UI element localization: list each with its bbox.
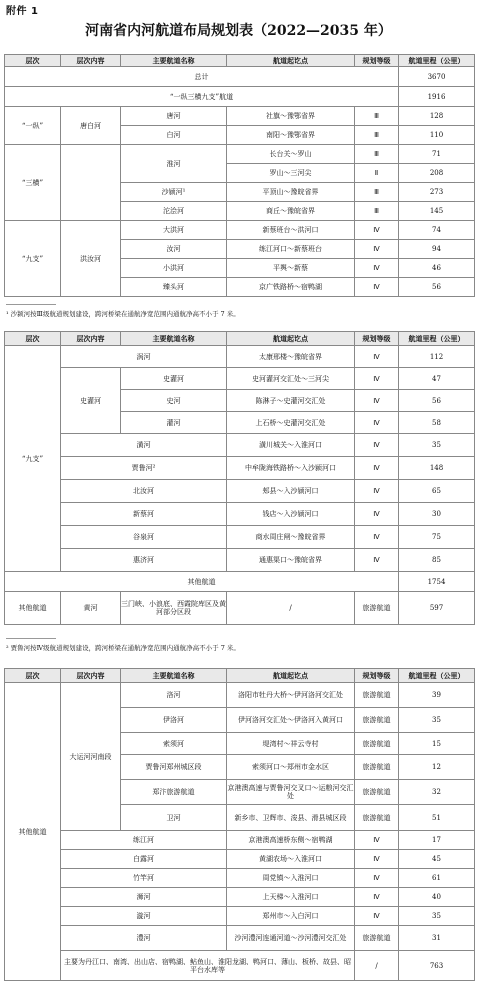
waterway-name: 洛河 <box>121 683 227 708</box>
content-cell: 洪汝河 <box>61 221 121 297</box>
waterway-range: 沙河澧河连通河道～沙河澧河交汇处 <box>227 926 355 951</box>
waterway-range: 南阳～豫鄂省界 <box>227 126 355 145</box>
framework-label: “一纵三横九支”航道 <box>5 87 399 107</box>
waterway-km: 40 <box>399 888 475 907</box>
waterway-range: 陈淋子～史灌河交汇处 <box>227 390 355 412</box>
waterway-km: 56 <box>399 278 475 297</box>
waterway-grade: Ⅳ <box>355 390 399 412</box>
waterway-grade: Ⅳ <box>355 368 399 390</box>
content-cell: 唐白河 <box>61 107 121 145</box>
waterway-range: 商水周庄闸～豫皖省界 <box>227 526 355 549</box>
waterway-km: 61 <box>399 869 475 888</box>
waterway-name: 史灌河 <box>121 368 227 390</box>
waterway-name: 臻头河 <box>121 278 227 297</box>
waterway-name: 北汝河 <box>61 480 227 503</box>
table-header-row <box>5 669 475 683</box>
waterway-range: 黄湖农场～入淮河口 <box>227 850 355 869</box>
waterway-km: 74 <box>399 221 475 240</box>
waterway-km: 273 <box>399 183 475 202</box>
waterway-grade: Ⅳ <box>355 888 399 907</box>
waterway-table-part2 <box>4 331 475 625</box>
table-row <box>5 346 475 368</box>
waterway-grade: Ⅳ <box>355 549 399 572</box>
waterway-grade: 旅游航道 <box>355 683 399 708</box>
waterway-km: 51 <box>399 805 475 831</box>
waterway-grade: Ⅳ <box>355 278 399 297</box>
waterway-grade: 旅游航道 <box>355 733 399 755</box>
waterway-range: 郏县～入沙颍河口 <box>227 480 355 503</box>
waterway-table-part1 <box>4 54 475 297</box>
waterway-km: 65 <box>399 480 475 503</box>
waterway-name: 涡河 <box>61 346 227 368</box>
level-cell: “三横” <box>5 145 61 221</box>
waterway-km: 597 <box>399 592 475 625</box>
waterway-grade: Ⅳ <box>355 503 399 526</box>
waterway-range: 上天梯～入淮河口 <box>227 888 355 907</box>
waterway-grade: Ⅳ <box>355 412 399 434</box>
waterway-grade: Ⅲ <box>355 107 399 126</box>
waterway-name: 淮河 <box>121 145 227 183</box>
total-value: 3670 <box>399 67 475 87</box>
waterway-km: 31 <box>399 926 475 951</box>
header-grade: 规划等级 <box>355 332 399 346</box>
waterway-km: 58 <box>399 412 475 434</box>
content-cell-empty <box>61 145 121 221</box>
page-title: 河南省内河航道布局规划表（2022—2035 年） <box>85 23 392 39</box>
table-row <box>5 683 475 708</box>
waterway-name: 白露河 <box>61 850 227 869</box>
table-row <box>5 907 475 926</box>
table-row <box>5 526 475 549</box>
waterway-name: 练江河 <box>61 831 227 850</box>
waterway-grade: Ⅳ <box>355 457 399 480</box>
level-cell: 其他航道 <box>5 683 61 981</box>
waterway-grade: Ⅳ <box>355 221 399 240</box>
table-row <box>5 869 475 888</box>
waterway-km: 35 <box>399 434 475 457</box>
waterway-range: 平舆～新蔡 <box>227 259 355 278</box>
waterway-km: 94 <box>399 240 475 259</box>
waterway-grade: Ⅳ <box>355 869 399 888</box>
waterway-range: / <box>227 592 355 625</box>
header-km: 航道里程（公里） <box>399 55 475 67</box>
header-grade: 规划等级 <box>355 669 399 683</box>
waterway-range: 索须河口～郑州市金水区 <box>227 755 355 780</box>
waterway-name: 三门峡、小浪底、西霞院库区及黄河部分区段 <box>121 592 227 625</box>
table-row <box>5 951 475 981</box>
waterway-km: 47 <box>399 368 475 390</box>
table-row <box>5 457 475 480</box>
header-grade: 规划等级 <box>355 55 399 67</box>
waterway-range: 中牟陇海铁路桥～入沙颍河口 <box>227 457 355 480</box>
level-cell: “一纵” <box>5 107 61 145</box>
waterway-name: 潢河 <box>61 434 227 457</box>
waterway-grade: Ⅳ <box>355 240 399 259</box>
header-range: 航道起讫点 <box>227 332 355 346</box>
waterway-grade: 旅游航道 <box>355 755 399 780</box>
waterway-range: 长台关～罗山 <box>227 145 355 164</box>
waterway-grade: 旅游航道 <box>355 592 399 625</box>
content-cell: 黄河 <box>61 592 121 625</box>
waterway-name: 史河 <box>121 390 227 412</box>
waterway-name: 小洪河 <box>121 259 227 278</box>
level-cell: “九支” <box>5 221 61 297</box>
framework-value: 1916 <box>399 87 475 107</box>
table-row <box>5 67 475 87</box>
level-cell: 其他航道 <box>5 592 61 625</box>
waterway-km: 208 <box>399 164 475 183</box>
waterway-grade: Ⅳ <box>355 907 399 926</box>
waterway-range: 太康邢楼～豫皖省界 <box>227 346 355 368</box>
table-row <box>5 592 475 625</box>
table-row <box>5 434 475 457</box>
waterway-grade: Ⅳ <box>355 259 399 278</box>
waterway-km: 110 <box>399 126 475 145</box>
waterway-name: 惠济河 <box>61 549 227 572</box>
total-label: 总计 <box>5 67 399 87</box>
waterway-km: 15 <box>399 733 475 755</box>
waterway-km: 763 <box>399 951 475 981</box>
table-row <box>5 480 475 503</box>
table-row <box>5 926 475 951</box>
table-row <box>5 503 475 526</box>
waterway-km: 145 <box>399 202 475 221</box>
waterway-range: 郑州市～入白河口 <box>227 907 355 926</box>
waterway-name: 浉河 <box>61 888 227 907</box>
waterway-km: 112 <box>399 346 475 368</box>
other-total-label: 其他航道 <box>5 572 399 592</box>
footnote-2: ² 贾鲁河按Ⅳ级航道规划建设，跨河桥梁在通航净宽范围内通航净高不小于 7 米。 <box>6 644 240 652</box>
waterway-km: 75 <box>399 526 475 549</box>
waterway-range: 周党镇～入淮河口 <box>227 869 355 888</box>
waterway-km: 46 <box>399 259 475 278</box>
waterway-km: 39 <box>399 683 475 708</box>
waterway-km: 56 <box>399 390 475 412</box>
waterway-km: 32 <box>399 780 475 805</box>
waterway-range: 平顶山～豫皖省界 <box>227 183 355 202</box>
waterway-grade: 旅游航道 <box>355 805 399 831</box>
waterway-name: 竹竿河 <box>61 869 227 888</box>
waterway-range: 社旗～豫鄂省界 <box>227 107 355 126</box>
waterway-name: 索须河 <box>121 733 227 755</box>
footnote-divider <box>6 304 56 305</box>
waterway-grade: 旅游航道 <box>355 926 399 951</box>
table-row <box>5 145 475 164</box>
footnote-1: ¹ 沙颍河按Ⅲ级航道规划建设，跨河桥梁在通航净宽范围内通航净高不小于 7 米。 <box>6 310 240 318</box>
waterway-range: 通惠渠口～豫皖省界 <box>227 549 355 572</box>
waterway-range: 钱店～入沙颍河口 <box>227 503 355 526</box>
waterway-name: 新蔡河 <box>61 503 227 526</box>
waterway-km: 35 <box>399 708 475 733</box>
table-row <box>5 368 475 390</box>
waterway-grade: Ⅲ <box>355 202 399 221</box>
waterway-range: 商丘～豫皖省界 <box>227 202 355 221</box>
waterway-name: 白河 <box>121 126 227 145</box>
waterway-name: 卫河 <box>121 805 227 831</box>
waterway-grade: 旅游航道 <box>355 780 399 805</box>
table-row <box>5 850 475 869</box>
waterway-grade: 旅游航道 <box>355 708 399 733</box>
table-row <box>5 572 475 592</box>
header-km: 航道里程（公里） <box>399 669 475 683</box>
waterway-range: 京港澳高速与贾鲁河交叉口～运粮河交汇处 <box>227 780 355 805</box>
waterway-range: 练江河口～新蔡班台 <box>227 240 355 259</box>
waterway-name: 伊洛河 <box>121 708 227 733</box>
waterway-grade: Ⅱ <box>355 164 399 183</box>
header-content: 层次内容 <box>61 55 121 67</box>
waterway-km: 45 <box>399 850 475 869</box>
content-cell: 大运河河南段 <box>61 683 121 831</box>
waterway-grade: Ⅳ <box>355 480 399 503</box>
waterway-table-part3 <box>4 668 475 981</box>
waterway-grade: Ⅲ <box>355 145 399 164</box>
header-level: 层次 <box>5 669 61 683</box>
waterway-km: 148 <box>399 457 475 480</box>
header-name: 主要航道名称 <box>121 55 227 67</box>
waterway-km: 71 <box>399 145 475 164</box>
header-name: 主要航道名称 <box>121 669 227 683</box>
header-level: 层次 <box>5 332 61 346</box>
table-row <box>5 107 475 126</box>
waterway-grade: Ⅳ <box>355 526 399 549</box>
waterway-name: 沱浍河 <box>121 202 227 221</box>
table-row <box>5 888 475 907</box>
header-content: 层次内容 <box>61 669 121 683</box>
waterway-range: 罗山～三河尖 <box>227 164 355 183</box>
annex-label: 附件 1 <box>6 6 39 17</box>
waterway-grade: Ⅳ <box>355 434 399 457</box>
waterway-grade: Ⅳ <box>355 850 399 869</box>
waterway-name: 唐河 <box>121 107 227 126</box>
waterway-range: 京港澳高速桥东侧～宿鸭湖 <box>227 831 355 850</box>
waterway-name: 谷泉河 <box>61 526 227 549</box>
waterway-range: 史河灌河交汇处～三河尖 <box>227 368 355 390</box>
waterway-range: 伊河洛河交汇处～伊洛河入黄河口 <box>227 708 355 733</box>
waterway-range: 洛阳市牡丹大桥～伊河洛河交汇处 <box>227 683 355 708</box>
waterway-name: 澧河 <box>61 926 227 951</box>
waterway-grade: Ⅳ <box>355 831 399 850</box>
table-row <box>5 87 475 107</box>
waterway-range: 上石桥～史灌河交汇处 <box>227 412 355 434</box>
waterway-km: 12 <box>399 755 475 780</box>
waterway-name: 郑汴旅游航道 <box>121 780 227 805</box>
waterway-km: 85 <box>399 549 475 572</box>
waterway-name: 灌河 <box>121 412 227 434</box>
waterway-grade: Ⅲ <box>355 183 399 202</box>
waterway-range: 新蔡班台～洪河口 <box>227 221 355 240</box>
waterway-km: 17 <box>399 831 475 850</box>
level-cell: “九支” <box>5 346 61 572</box>
header-content: 层次内容 <box>61 332 121 346</box>
reservoir-list: 主要为丹江口、南湾、出山店、宿鸭湖、鲇鱼山、淮阳龙湖、鸭河口、薄山、板桥、故县、昭平台水库等 <box>61 951 355 981</box>
table-row <box>5 549 475 572</box>
waterway-range: / <box>355 951 399 981</box>
waterway-name: 大洪河 <box>121 221 227 240</box>
waterway-name: 贾鲁河郑州城区段 <box>121 755 227 780</box>
other-total-value: 1754 <box>399 572 475 592</box>
waterway-grade: Ⅲ <box>355 126 399 145</box>
content-cell: 史灌河 <box>61 368 121 434</box>
waterway-range: 京广铁路桥～宿鸭湖 <box>227 278 355 297</box>
table-header-row <box>5 332 475 346</box>
header-level: 层次 <box>5 55 61 67</box>
waterway-km: 30 <box>399 503 475 526</box>
waterway-km: 35 <box>399 907 475 926</box>
waterway-name: 贾鲁河² <box>61 457 227 480</box>
waterway-name: 汝河 <box>121 240 227 259</box>
waterway-grade: Ⅳ <box>355 346 399 368</box>
waterway-name: 沙颍河¹ <box>121 183 227 202</box>
table-header-row <box>5 55 475 67</box>
waterway-name: 漩河 <box>61 907 227 926</box>
waterway-range: 堤湾村～祥云寺村 <box>227 733 355 755</box>
header-km: 航道里程（公里） <box>399 332 475 346</box>
table-row <box>5 221 475 240</box>
waterway-range: 新乡市、卫辉市、浚县、滑县城区段 <box>227 805 355 831</box>
waterway-range: 潢川城关～入淮河口 <box>227 434 355 457</box>
header-range: 航道起讫点 <box>227 55 355 67</box>
header-range: 航道起讫点 <box>227 669 355 683</box>
waterway-km: 128 <box>399 107 475 126</box>
header-name: 主要航道名称 <box>121 332 227 346</box>
footnote-divider <box>6 638 56 639</box>
table-row <box>5 831 475 850</box>
